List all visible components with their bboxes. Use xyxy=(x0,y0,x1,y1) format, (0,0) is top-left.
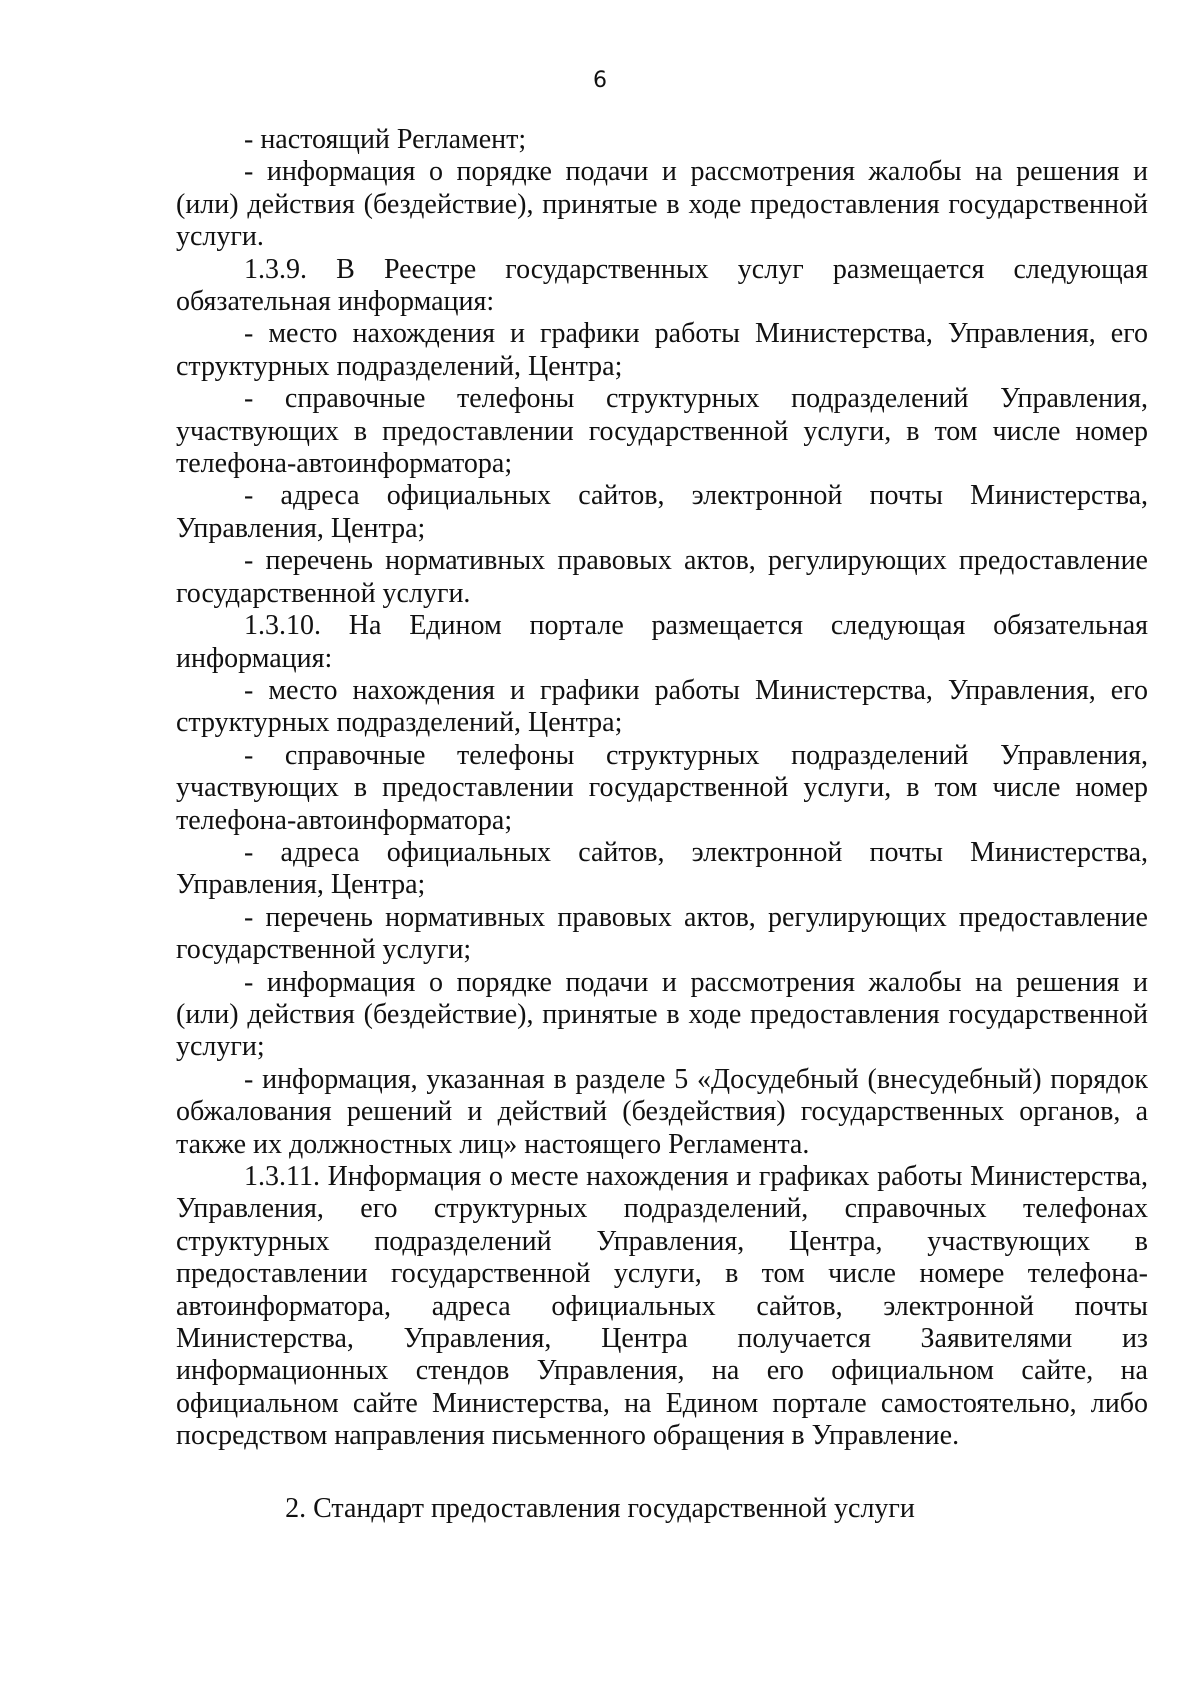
list-item-legal-acts: - перечень нормативных правовых актов, регулирующих предоставление государственной услуги; xyxy=(176,901,1148,966)
paragraph-1-3-11: 1.3.11. Информация о месте нахождения и графиках работы Министерства, Управления, его структурных подразделений, справочных телефонах структурных подразделений Управления, Центра, участвующих в предоставлении государственной услуги, в том числе номере телефона-автоинформатора, адреса официальных сайтов, электронной почты Министерства, Управления, Центра получается Заявителями из информационных стендов Управления, на его официальном сайте, на официальном сайте Министерства, на Едином портале самостоятельно, либо посредством направления письменного обращения в Управление. xyxy=(176,1161,1148,1452)
list-item-phones: - справочные телефоны структурных подразделений Управления, участвующих в предоставлении государственной услуги, в том числе номер телефона-автоинформатора; xyxy=(176,739,1148,836)
section-heading: 2. Стандарт предоставления государственной услуги xyxy=(285,1493,915,1524)
paragraph-regulation-item: - настоящий Регламент; xyxy=(244,124,527,155)
list-item-section-5-info: - информация, указанная в разделе 5 «Досудебный (внесудебный) порядок обжалования решений и действий (бездействия) государственных органов, а также их должностных лиц» настоящего Регламента. xyxy=(176,1063,1148,1160)
list-item-complaint-info: - информация о порядке подачи и рассмотрения жалобы на решения и (или) действия (бездействие), принятые в ходе предоставления государственной услуги; xyxy=(176,966,1148,1063)
list-item-location: - место нахождения и графики работы Министерства, Управления, его структурных подразделений, Центра; xyxy=(176,318,1148,382)
list-item-location: - место нахождения и графики работы Министерства, Управления, его структурных подразделений, Центра; xyxy=(176,674,1148,739)
list-item-phones: - справочные телефоны структурных подразделений Управления, участвующих в предоставлении государственной услуги, в том числе номер телефона-автоинформатора; xyxy=(176,383,1148,480)
paragraph-1-3-9: 1.3.9. В Реестре государственных услуг размещается следующая обязательная информация: xyxy=(176,253,1148,318)
document-body xyxy=(176,124,1148,1453)
paragraph-1-3-10: 1.3.10. На Едином портале размещается следующая обязательная информация: xyxy=(176,610,1148,674)
list-item-websites: - адреса официальных сайтов, электронной почты Министерства, Управления, Центра; xyxy=(176,836,1148,901)
paragraph-complaint-info: - информация о порядке подачи и рассмотрения жалобы на решения и (или) действия (бездействие), принятые в ходе предоставления государственной услуги. xyxy=(176,156,1148,253)
list-item-legal-acts: - перечень нормативных правовых актов, регулирующих предоставление государственной услуги. xyxy=(176,545,1148,609)
list-item-websites: - адреса официальных сайтов, электронной почты Министерства, Управления, Центра; xyxy=(176,480,1148,544)
page-number: 6 xyxy=(593,68,607,93)
